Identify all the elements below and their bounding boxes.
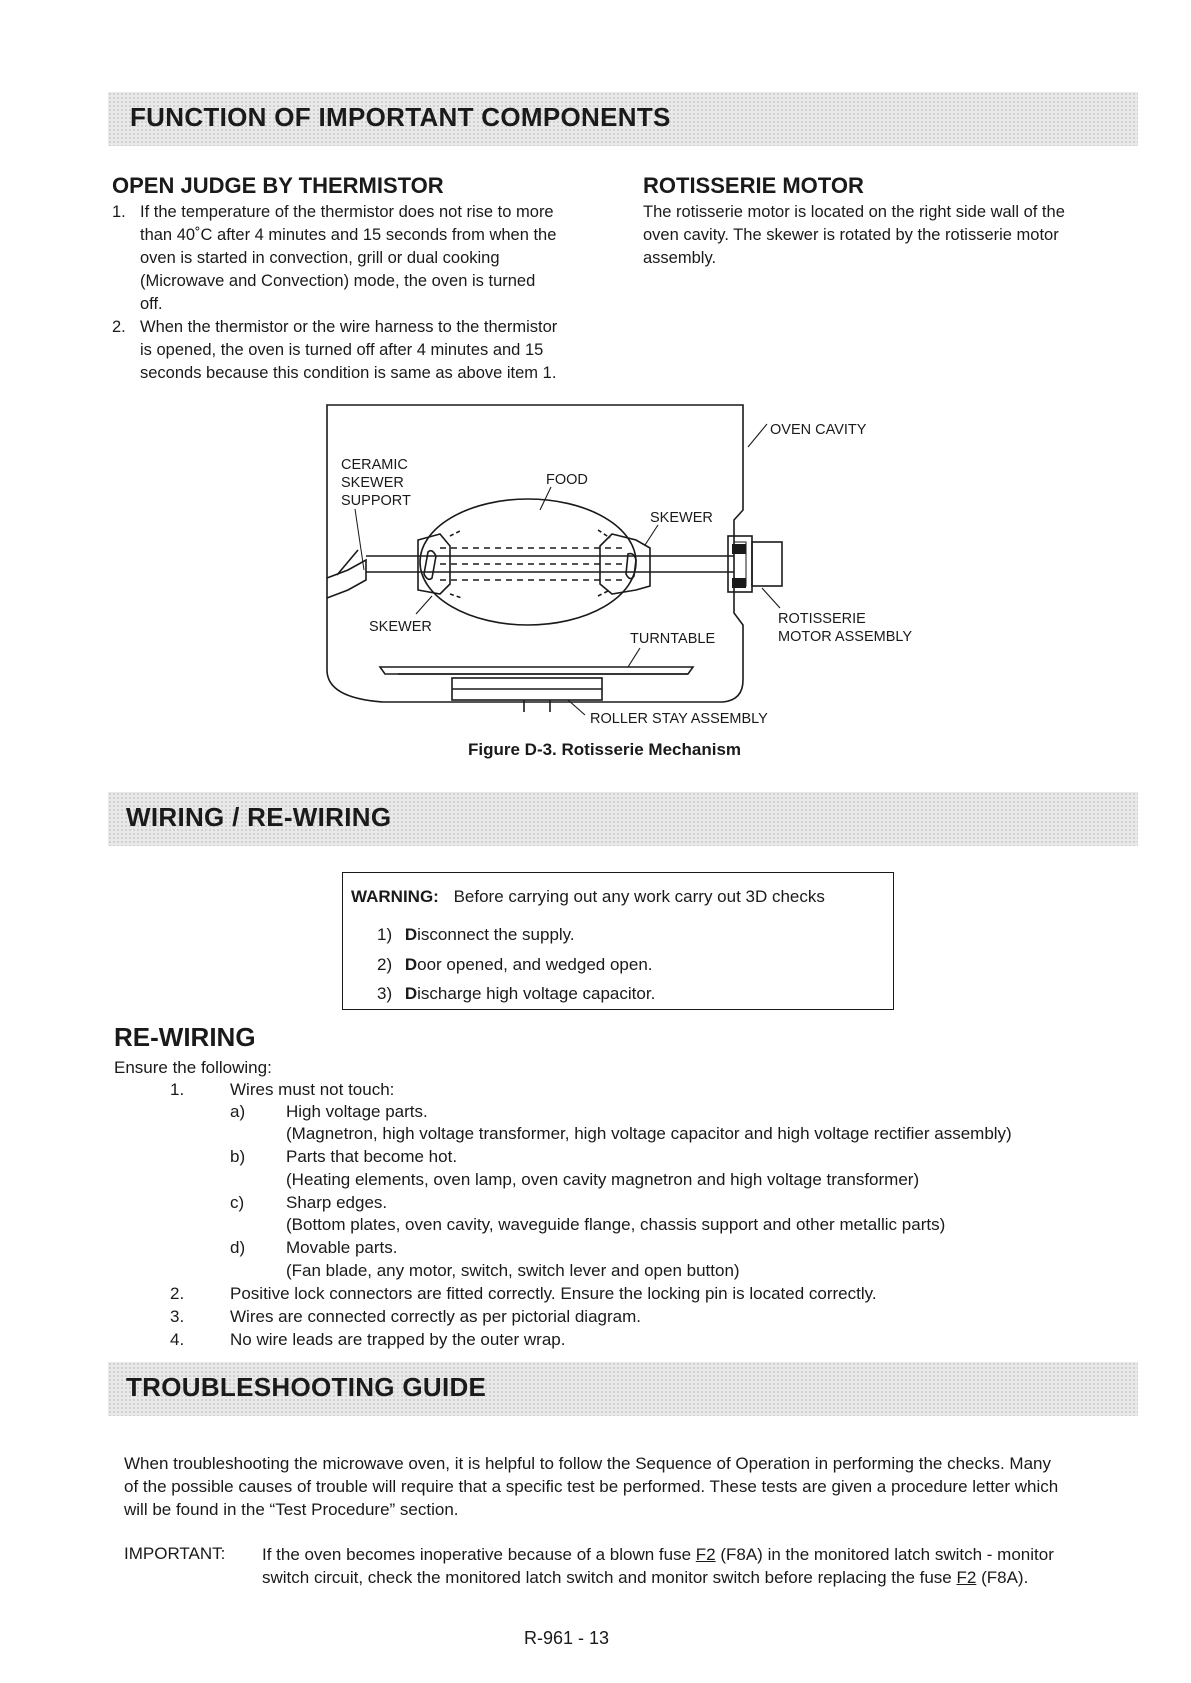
subitem-detail: (Fan blade, any motor, switch, switch lever and open button) xyxy=(286,1261,740,1280)
section-banner-troubleshooting xyxy=(108,1362,1138,1416)
rewiring-item-number: 2. xyxy=(170,1284,185,1303)
text-line xyxy=(262,1566,1142,1589)
text-line: (Microwave and Convection) mode, the oven is turned xyxy=(140,272,536,290)
subitem-title: Movable parts. xyxy=(286,1238,398,1257)
section-banner-wiring xyxy=(108,792,1138,846)
important-label: IMPORTANT: xyxy=(124,1544,226,1563)
text-line: will be found in the “Test Procedure” section. xyxy=(124,1500,459,1519)
warning-heading xyxy=(351,887,825,907)
item-number: 2) xyxy=(377,955,393,974)
subitem-letter: b) xyxy=(230,1147,246,1166)
label-turntable: TURNTABLE xyxy=(630,631,716,647)
subitem-letter: a) xyxy=(230,1102,246,1121)
rewiring-item-text: No wire leads are trapped by the outer wrap. xyxy=(230,1330,566,1349)
rewiring-item-text: Wires are connected correctly as per pictorial diagram. xyxy=(230,1307,641,1326)
food xyxy=(420,499,636,625)
important-text-c: switch circuit, check the monitored latch switch and monitor switch before replacing the fuse xyxy=(262,1568,957,1587)
fuse-label: F2 xyxy=(956,1568,977,1587)
label-food: FOOD xyxy=(546,472,588,488)
item-first-letter: D xyxy=(404,925,418,944)
text-line: The rotisserie motor is located on the right side wall of the xyxy=(643,203,1065,221)
subitem-letter: d) xyxy=(230,1238,246,1257)
item-number: 1. xyxy=(112,203,126,221)
label-skewer-right: SKEWER xyxy=(650,510,713,526)
item-number: 1) xyxy=(377,925,393,944)
section-title: FUNCTION OF IMPORTANT COMPONENTS xyxy=(130,102,671,132)
rewiring-intro: Ensure the following: xyxy=(114,1058,272,1077)
rewiring-heading: RE-WIRING xyxy=(114,1022,256,1052)
fuse-label: F2 xyxy=(695,1545,716,1564)
label-rotisserie-1: ROTISSERIE xyxy=(778,611,866,627)
page-footer: R-961 - 13 xyxy=(524,1628,610,1648)
label-ceramic: CERAMIC xyxy=(341,457,408,473)
item-number: 2. xyxy=(112,318,126,336)
label-rotisserie-2: MOTOR ASSEMBLY xyxy=(778,629,913,645)
warning-text: Before carrying out any work carry out 3D checks xyxy=(453,887,825,906)
rewiring-item-text: Positive lock connectors are fitted correctly. Ensure the locking pin is located correctly. xyxy=(230,1284,877,1303)
subitem-detail: (Heating elements, oven lamp, oven cavity magnetron and high voltage transformer) xyxy=(286,1170,920,1189)
rewiring-item-text: Wires must not touch: xyxy=(230,1080,395,1099)
important-text xyxy=(262,1543,1142,1589)
item-text: oor opened, and wedged open. xyxy=(417,955,653,974)
turntable xyxy=(380,667,693,674)
label-roller-stay: ROLLER STAY ASSEMBLY xyxy=(590,711,768,727)
item-first-letter: D xyxy=(404,955,418,974)
skewer-support xyxy=(327,560,366,598)
text-line: off. xyxy=(140,295,163,313)
important-text-b: (F8A) in the monitored latch switch - monitor xyxy=(715,1545,1054,1564)
rotisserie-diagram xyxy=(0,0,1191,760)
text-line: than 40˚C after 4 minutes and 15 seconds from when the xyxy=(140,226,557,244)
rotisserie-heading: ROTISSERIE MOTOR xyxy=(643,173,864,198)
rewiring-item-number: 3. xyxy=(170,1307,185,1326)
troubleshooting-paragraph xyxy=(124,1452,1144,1521)
text-line: oven cavity. The skewer is rotated by the rotisserie motor xyxy=(643,226,1059,244)
important-text-a: If the oven becomes inoperative because of a blown fuse xyxy=(262,1545,696,1564)
item-number: 3) xyxy=(377,984,393,1003)
subitem-title: Parts that become hot. xyxy=(286,1147,458,1166)
label-skewer-support-1: SKEWER xyxy=(341,475,404,491)
text-line: seconds because this condition is same as above item 1. xyxy=(140,364,557,382)
important-text-d: (F8A). xyxy=(976,1568,1029,1587)
text-line: is opened, the oven is turned off after 4 minutes and 15 xyxy=(140,341,544,359)
section-title: TROUBLESHOOTING GUIDE xyxy=(126,1372,487,1402)
oven-cavity-outline xyxy=(327,405,743,702)
text-line: oven is started in convection, grill or dual cooking xyxy=(140,249,500,267)
subitem-letter: c) xyxy=(230,1193,245,1212)
item-first-letter: D xyxy=(404,984,418,1003)
warning-label: WARNING: xyxy=(351,887,439,906)
rewiring-item-number: 4. xyxy=(170,1330,185,1349)
subitem-title: High voltage parts. xyxy=(286,1102,428,1121)
subitem-title: Sharp edges. xyxy=(286,1193,388,1212)
item-text: ischarge high voltage capacitor. xyxy=(417,984,656,1003)
section-title: WIRING / RE-WIRING xyxy=(126,802,392,832)
label-oven-cavity: OVEN CAVITY xyxy=(770,422,867,438)
subitem-detail: (Bottom plates, oven cavity, waveguide flange, chassis support and other metallic parts) xyxy=(286,1215,946,1234)
warning-item xyxy=(377,984,655,1004)
text-line: of the possible causes of trouble will require that a specific test be performed. These tests are given a procedure letter which xyxy=(124,1477,1059,1496)
subitem-detail: (Magnetron, high voltage transformer, high voltage capacitor and high voltage rectifier assembly) xyxy=(286,1124,1012,1143)
text-line: When the thermistor or the wire harness to the thermistor xyxy=(140,318,558,336)
label-skewer-left: SKEWER xyxy=(369,619,432,635)
figure-caption: Figure D-3. Rotisserie Mechanism xyxy=(468,740,742,759)
rewiring-item-number: 1. xyxy=(170,1080,185,1099)
text-line: When troubleshooting the microwave oven, it is helpful to follow the Sequence of Operation in performing the checks. Many xyxy=(124,1454,1052,1473)
warning-item xyxy=(377,955,653,975)
text-line: assembly. xyxy=(643,249,717,267)
label-skewer-support-2: SUPPORT xyxy=(341,493,411,509)
warning-item xyxy=(377,925,575,945)
warning-box xyxy=(342,872,894,1010)
item-text: isconnect the supply. xyxy=(417,925,575,944)
text-line: If the temperature of the thermistor does not rise to more xyxy=(140,203,554,221)
thermistor-heading: OPEN JUDGE BY THERMISTOR xyxy=(112,173,444,198)
text-line xyxy=(262,1543,1142,1566)
